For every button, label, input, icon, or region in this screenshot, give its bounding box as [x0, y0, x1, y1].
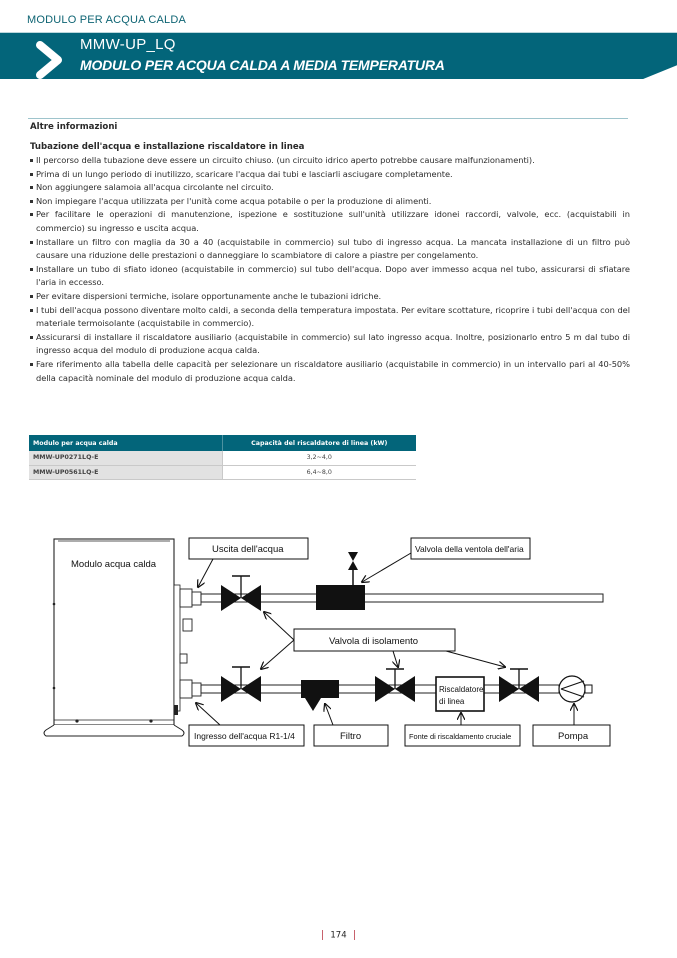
inlet-pipe	[192, 667, 592, 711]
page-number: 174	[330, 930, 347, 941]
piping-diagram	[0, 520, 677, 760]
bullet-item: Fare riferimento alla tabella delle capacità per selezionare un riscaldatore ausiliario (acquistabile in commercio) in un intervallo pari al 40-50% della capacità nominale del modulo di produzione acqua calda.	[30, 358, 630, 385]
table-row	[29, 451, 416, 465]
page-title: MODULO PER ACQUA CALDA A MEDIA TEMPERATURA	[80, 57, 445, 73]
svg-text:Filtro: Filtro	[340, 731, 362, 742]
label-filter	[314, 704, 388, 746]
column-header-module: Modulo per acqua calda	[29, 435, 222, 451]
svg-text:Fonte di riscaldamento crucial: Fonte di riscaldamento cruciale	[409, 732, 512, 741]
column-header-capacity: Capacità del riscaldatore di linea (kW)	[222, 435, 416, 451]
footer-divider	[354, 930, 355, 940]
cell-model: MMW-UP0271LQ-E	[29, 451, 222, 465]
svg-text:Valvola di isolamento: Valvola di isolamento	[329, 636, 419, 647]
bullet-item: Prima di un lungo periodo di inutilizzo, scaricare l'acqua dai tubi e lasciarli asciugare completamente.	[30, 168, 630, 182]
bullet-item: Per evitare dispersioni termiche, isolare opportunamente anche le tubazioni idriche.	[30, 290, 630, 304]
bullet-item: Non aggiungere salamoia all'acqua circolante nel circuito.	[30, 181, 630, 195]
banner-top-line	[0, 32, 677, 33]
table-header-row	[29, 435, 416, 451]
bullet-item: Installare un tubo di sfiato idoneo (acquistabile in commercio) sul tubo dell'acqua. Dopo aver immesso acqua nel tubo, assicurarsi di sfiatare l'aria in eccesso.	[30, 263, 630, 290]
model-code: MMW-UP_LQ	[80, 36, 176, 53]
cell-capacity: 3,2~4,0	[222, 451, 416, 465]
label-water-outlet	[189, 538, 308, 587]
bullet-list	[30, 154, 630, 385]
svg-text:Ingresso dell'acqua R1-1/4: Ingresso dell'acqua R1-1/4	[194, 731, 295, 741]
bullet-item: I tubi dell'acqua possono diventare molto caldi, a seconda della temperatura impostata. Per evitare scottature, ricoprire i tubi dell'acqua con del materiale termoisolante (acquistabile in commercio).	[30, 304, 630, 331]
heater-label-line1: Riscaldatore	[439, 685, 484, 694]
capacity-table	[29, 435, 416, 480]
section-divider	[28, 118, 628, 119]
label-isolation-valve	[261, 612, 505, 669]
label-air-vent-valve	[362, 538, 530, 582]
bullet-item: Il percorso della tubazione deve essere un circuito chiuso. (un circuito idrico aperto potrebbe causare malfunzionamenti).	[30, 154, 630, 168]
bullet-item: Non impiegare l'acqua utilizzata per l'unità come acqua potabile o per la produzione di alimenti.	[30, 195, 630, 209]
label-water-inlet	[189, 703, 304, 746]
table-row	[29, 465, 416, 479]
bullet-item: Installare un filtro con maglia da 30 a 40 (acquistabile in commercio) sul tubo di ingresso acqua. La mancata installazione di un filtro può causare una riduzione delle prestazioni o danneggiare lo scambiatore di calore a piastre per congelamento.	[30, 236, 630, 263]
cell-model: MMW-UP0561LQ-E	[29, 465, 222, 479]
svg-text:Pompa: Pompa	[558, 731, 589, 742]
section-title: Altre informazioni	[30, 122, 118, 132]
heater-label-line2: di linea	[439, 697, 465, 706]
module-label: Modulo acqua calda	[71, 559, 157, 570]
chevron-right-icon	[34, 41, 68, 79]
svg-text:Uscita dell'acqua: Uscita dell'acqua	[212, 544, 284, 555]
page-footer	[0, 930, 677, 941]
cell-capacity: 6,4~8,0	[222, 465, 416, 479]
info-section	[30, 122, 630, 385]
section-label: MODULO PER ACQUA CALDA	[27, 14, 187, 26]
hot-water-module	[44, 539, 192, 736]
label-pump	[533, 704, 610, 746]
svg-text:Valvola della ventola dell'ari: Valvola della ventola dell'aria	[415, 544, 524, 554]
bullet-item: Per facilitare le operazioni di manutenzione, ispezione e sostituzione sull'unità utilizzare idonei raccordi, valvole, ecc. (acquistabili in commercio) su ingresso e uscita acqua.	[30, 208, 630, 235]
label-heat-source	[405, 713, 520, 746]
footer-divider	[322, 930, 323, 940]
subheading: Tubazione dell'acqua e installazione riscaldatore in linea	[30, 142, 305, 152]
bullet-item: Assicurarsi di installare il riscaldatore ausiliario (acquistabile in commercio) sul lato ingresso acqua. Inoltre, posizionarlo entro 5 m dal tubo di ingresso acqua del modulo di produzione acqua calda.	[30, 331, 630, 358]
